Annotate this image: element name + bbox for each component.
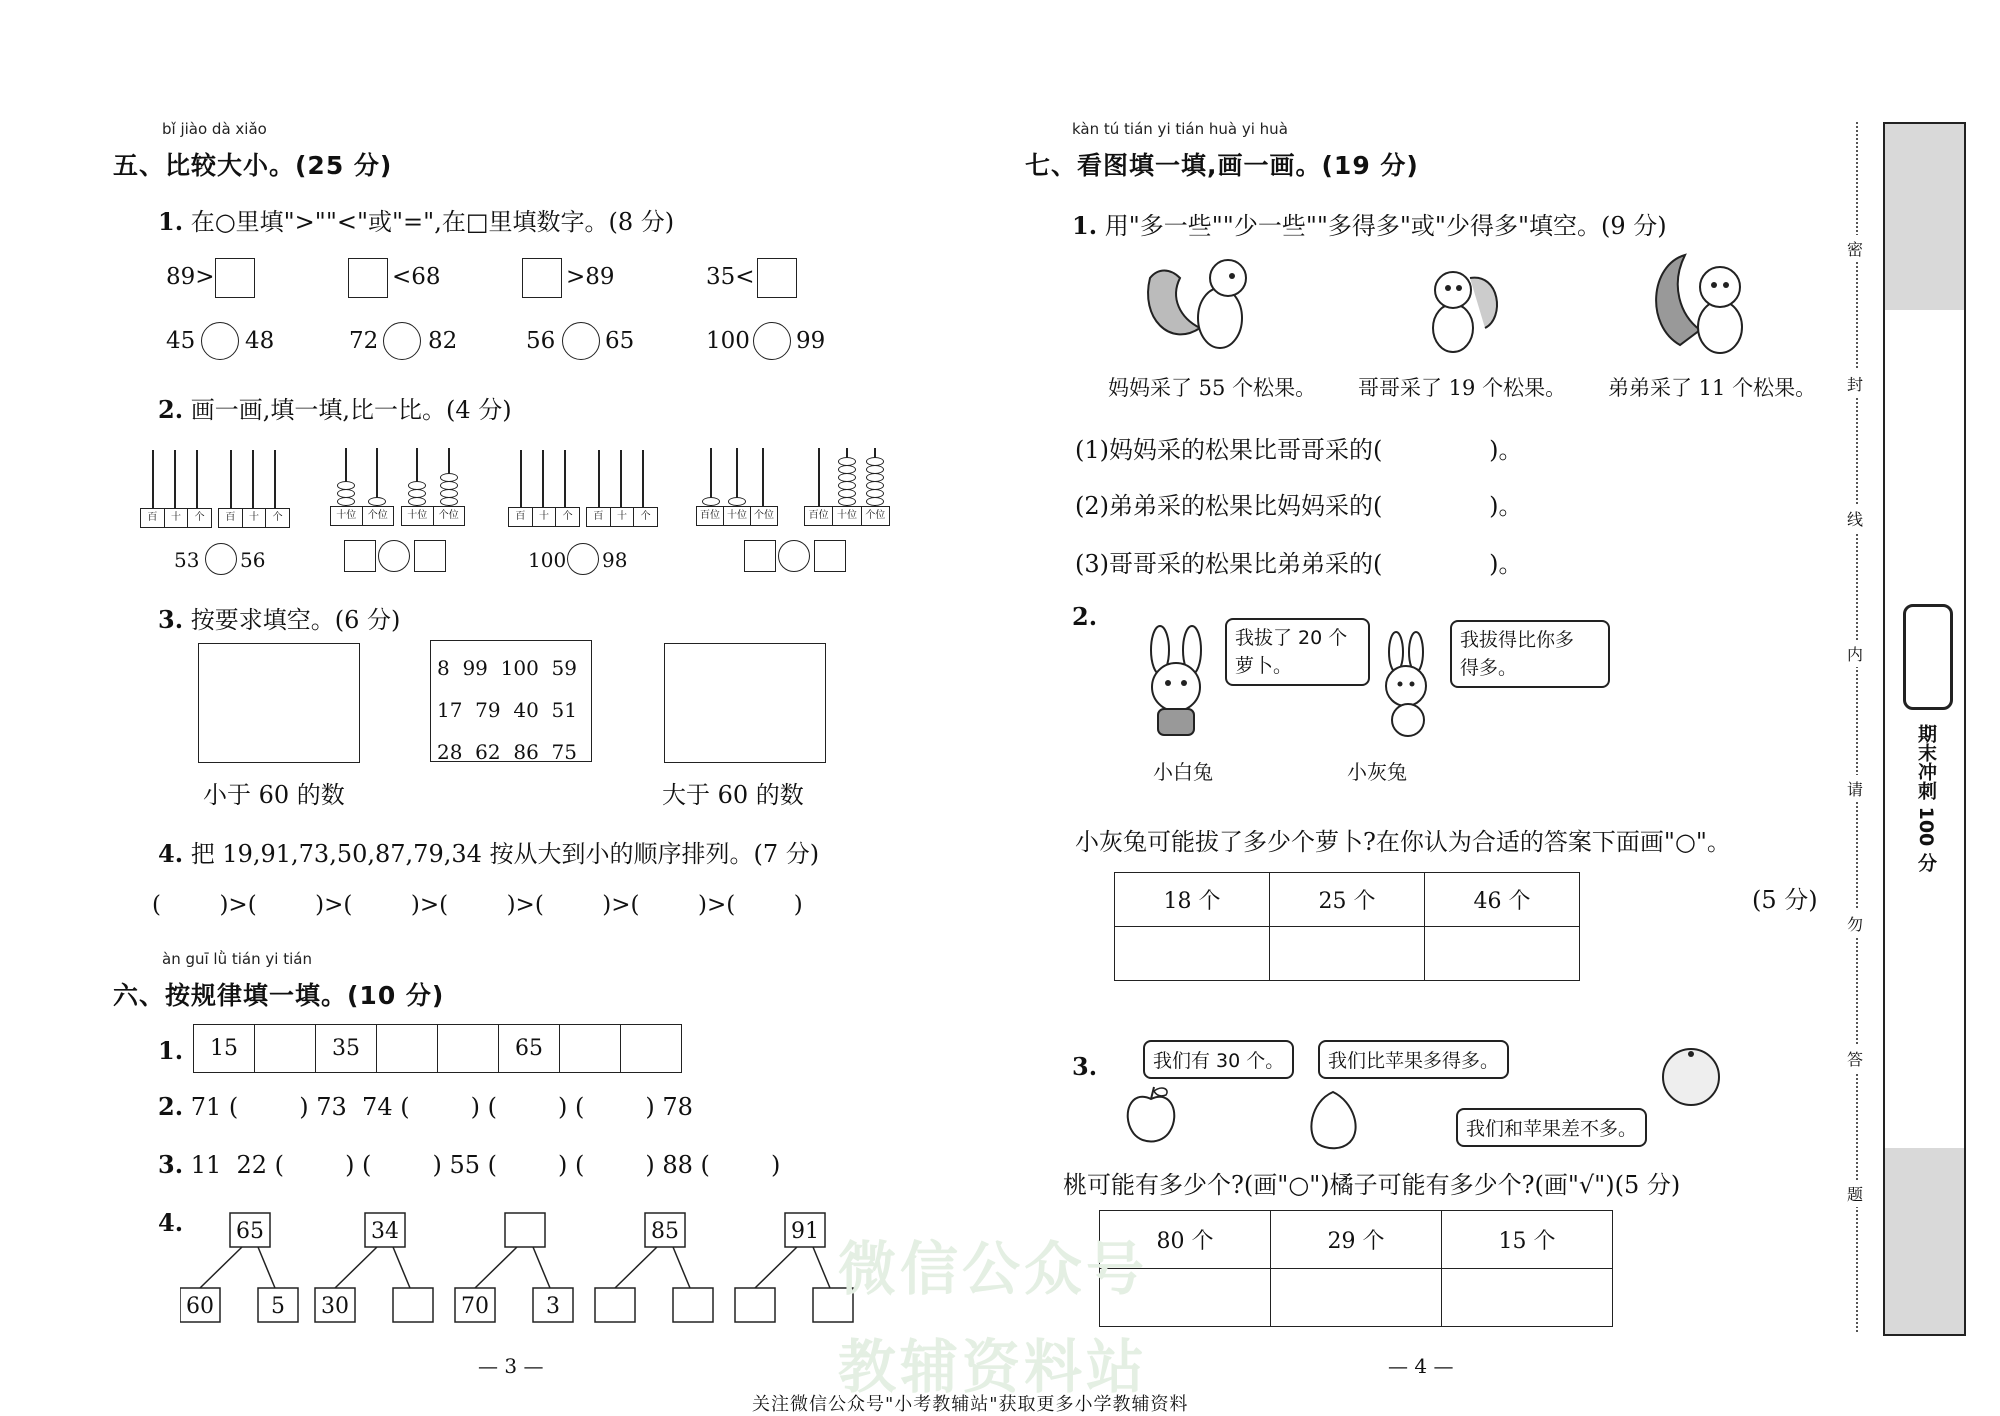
answer-box[interactable] <box>744 540 776 572</box>
n45: 45 <box>166 328 196 354</box>
option-cell: 46 个 <box>1425 873 1580 927</box>
seal-char: 密 <box>1847 235 1863 262</box>
q7-3-question: 桃可能有多少个?(画"○")橘子可能有多少个?(画"√")(5 分) <box>1063 1171 1681 1199</box>
caption-brother: 哥哥采了 19 个松果。 <box>1358 376 1567 400</box>
q7-2-num: 2. <box>1072 602 1098 631</box>
answer-box[interactable] <box>348 258 388 298</box>
pattern-cell[interactable] <box>438 1025 499 1073</box>
pattern-cell[interactable] <box>621 1025 682 1073</box>
q7-1-line2[interactable]: (2)弟弟采的松果比妈妈采的( )。 <box>1075 492 1523 520</box>
n99: 99 <box>796 328 826 354</box>
cmp-56: 56 <box>240 548 266 572</box>
less-label: 小于 60 的数 <box>203 781 345 809</box>
compare-circle[interactable] <box>383 322 421 360</box>
bubble-oranges: 我们和苹果差不多。 <box>1456 1108 1647 1147</box>
q7-2-question: 小灰兔可能拔了多少个萝卜?在你认为合适的答案下面画"○"。 <box>1075 828 1731 856</box>
watermark-line2: 教辅资料站 <box>838 1333 1149 1401</box>
name-white-rabbit: 小白兔 <box>1153 760 1213 784</box>
answer-box[interactable] <box>344 540 376 572</box>
q5-4: 4. 把 19,91,73,50,87,79,34 按从大到小的顺序排列。(7 分) <box>158 839 820 868</box>
seal-line <box>1856 122 1858 1332</box>
q7-1: 1. 用"多一些""少一些""多得多"或"少得多"填空。(9 分) <box>1072 211 1667 240</box>
sec5-pinyin: bǐ jiào dà xiǎo <box>162 120 267 138</box>
footer-text: 关注微信公众号"小考教辅站"获取更多小学教辅资料 <box>752 1394 1189 1415</box>
compare-circle[interactable] <box>567 543 599 575</box>
pattern-cell[interactable] <box>255 1025 316 1073</box>
n100: 100 <box>706 328 750 354</box>
greater-than-60-box[interactable] <box>664 643 826 763</box>
n56: 56 <box>526 328 556 354</box>
compare-circle[interactable] <box>753 322 791 360</box>
answer-cell[interactable] <box>1425 927 1580 981</box>
seal-char: 内 <box>1847 640 1863 667</box>
answer-box[interactable] <box>757 258 797 298</box>
option-cell: 18 个 <box>1115 873 1270 927</box>
q5-1: 1. 在○里填">""<"或"=",在□里填数字。(8 分) <box>158 207 675 236</box>
speech-bubble-gray: 我拔得比你多 得多。 <box>1450 620 1610 688</box>
compare-circle[interactable] <box>778 540 810 572</box>
option-cell: 80 个 <box>1100 1211 1271 1269</box>
q7-2-score: (5 分) <box>1752 886 1818 914</box>
caption-younger: 弟弟采了 11 个松果。 <box>1608 376 1817 400</box>
seal-char: 封 <box>1847 370 1863 397</box>
bubble-apples: 我们有 30 个。 <box>1143 1040 1294 1079</box>
r2[interactable]: 2. 71 ( ) 73 74 ( ) ( ) ( ) 78 <box>158 1092 693 1121</box>
brand-text: 期末冲刺 100 分 <box>1915 724 1937 872</box>
watermark-line1: 微信公众号 <box>838 1235 1149 1303</box>
r4-num: 4. <box>158 1208 184 1237</box>
answer-box[interactable] <box>522 258 562 298</box>
more-label: 大于 60 的数 <box>662 781 804 809</box>
bubble-peaches: 我们比苹果多得多。 <box>1318 1040 1509 1079</box>
r1-num: 1. <box>158 1036 184 1065</box>
pattern-cell: 15 <box>194 1025 255 1073</box>
section-7-title: 七、看图填一填,画一画。(19 分) <box>1025 151 1419 180</box>
apple-icon <box>1120 1085 1182 1147</box>
q5-2: 2. 画一画,填一填,比一比。(4 分) <box>158 395 512 424</box>
page-number-right: — 4 — <box>1388 1354 1454 1378</box>
squirrel-mom-image <box>1140 248 1265 358</box>
n65: 65 <box>605 328 635 354</box>
caption-mom: 妈妈采了 55 个松果。 <box>1108 376 1317 400</box>
cmp-100: 100 <box>528 548 567 572</box>
cmp-89: 89> <box>166 264 215 290</box>
r3[interactable]: 3. 11 22 ( ) ( ) 55 ( ) ( ) 88 ( ) <box>158 1150 781 1179</box>
n82: 82 <box>428 328 458 354</box>
section-6-title: 六、按规律填一填。(10 分) <box>113 981 445 1010</box>
compare-circle[interactable] <box>205 543 237 575</box>
order-blanks[interactable]: ( )>( )>( )>( )>( )>( )>( ) <box>152 892 803 918</box>
cmp-53: 53 <box>174 548 200 572</box>
seal-char: 题 <box>1847 1180 1863 1207</box>
n48: 48 <box>245 328 275 354</box>
white-rabbit-image <box>1130 625 1230 745</box>
option-cell: 25 个 <box>1270 873 1425 927</box>
answer-cell[interactable] <box>1442 1269 1613 1327</box>
answer-box[interactable] <box>414 540 446 572</box>
answer-box[interactable] <box>215 258 255 298</box>
seal-char: 勿 <box>1847 910 1863 937</box>
pattern-cell[interactable] <box>377 1025 438 1073</box>
compare-circle[interactable] <box>562 322 600 360</box>
name-gray-rabbit: 小灰兔 <box>1347 760 1407 784</box>
cmp-89b: >89 <box>566 264 615 290</box>
answer-cell[interactable] <box>1270 927 1425 981</box>
squirrel-brother-young-image <box>1650 245 1760 365</box>
number-trees <box>180 1208 900 1333</box>
option-cell: 29 个 <box>1271 1211 1442 1269</box>
cmp-68: <68 <box>392 264 441 290</box>
compare-circle[interactable] <box>378 540 410 572</box>
number-grid <box>430 640 592 762</box>
section-5-title: 五、比较大小。(25 分) <box>113 151 393 180</box>
tree-left: 60 <box>186 1294 214 1319</box>
brand-logo-icon <box>1903 604 1953 710</box>
pattern-cell: 35 <box>316 1025 377 1073</box>
q7-1-line1[interactable]: (1)妈妈采的松果比哥哥采的( )。 <box>1075 436 1523 464</box>
orange-icon <box>1660 1046 1722 1108</box>
seal-char: 答 <box>1847 1045 1863 1072</box>
seal-char: 线 <box>1847 505 1863 532</box>
option-cell: 15 个 <box>1442 1211 1613 1269</box>
carrot-options-table <box>1114 872 1580 981</box>
q5-3: 3. 按要求填空。(6 分) <box>158 605 401 634</box>
seal-char: 请 <box>1847 775 1863 802</box>
answer-cell[interactable] <box>1271 1269 1442 1327</box>
page-number-left: — 3 — <box>478 1354 544 1378</box>
peach-icon <box>1302 1088 1364 1150</box>
gray-rabbit-image <box>1368 630 1448 740</box>
tree-right: 3 <box>546 1294 560 1319</box>
side-shade-top <box>1885 124 1964 310</box>
sec7-pinyin: kàn tú tián yi tián huà yi huà <box>1072 120 1288 138</box>
tree-right: 5 <box>271 1294 285 1319</box>
q7-1-line3[interactable]: (3)哥哥采的松果比弟弟采的( )。 <box>1075 550 1523 578</box>
less-than-60-box[interactable] <box>198 643 360 763</box>
side-panel <box>1883 122 1966 1336</box>
speech-bubble-white: 我拔了 20 个 萝卜。 <box>1225 618 1370 686</box>
fruit-options-table <box>1099 1210 1613 1327</box>
answer-cell[interactable] <box>1115 927 1270 981</box>
answer-box[interactable] <box>814 540 846 572</box>
tree-top: 85 <box>651 1219 679 1244</box>
pattern-cell: 65 <box>499 1025 560 1073</box>
squirrel-brother-image <box>1415 258 1505 358</box>
compare-circle[interactable] <box>201 322 239 360</box>
tree-left: 30 <box>321 1294 349 1319</box>
side-shade-bottom <box>1885 1148 1964 1334</box>
tree-top: 34 <box>371 1219 399 1244</box>
tree-top: 65 <box>236 1219 264 1244</box>
number-grid-text: 8 99 100 59 17 79 40 51 28 62 86 75 <box>437 656 577 764</box>
cmp-35: 35< <box>706 264 755 290</box>
cmp-98: 98 <box>602 548 628 572</box>
n72: 72 <box>349 328 379 354</box>
tree-top: 91 <box>791 1219 819 1244</box>
q7-3-num: 3. <box>1072 1052 1098 1081</box>
tree-left: 70 <box>461 1294 489 1319</box>
pattern-cell[interactable] <box>560 1025 621 1073</box>
sec6-pinyin: àn guī lǜ tián yi tián <box>162 950 312 968</box>
pattern-row <box>193 1024 682 1073</box>
